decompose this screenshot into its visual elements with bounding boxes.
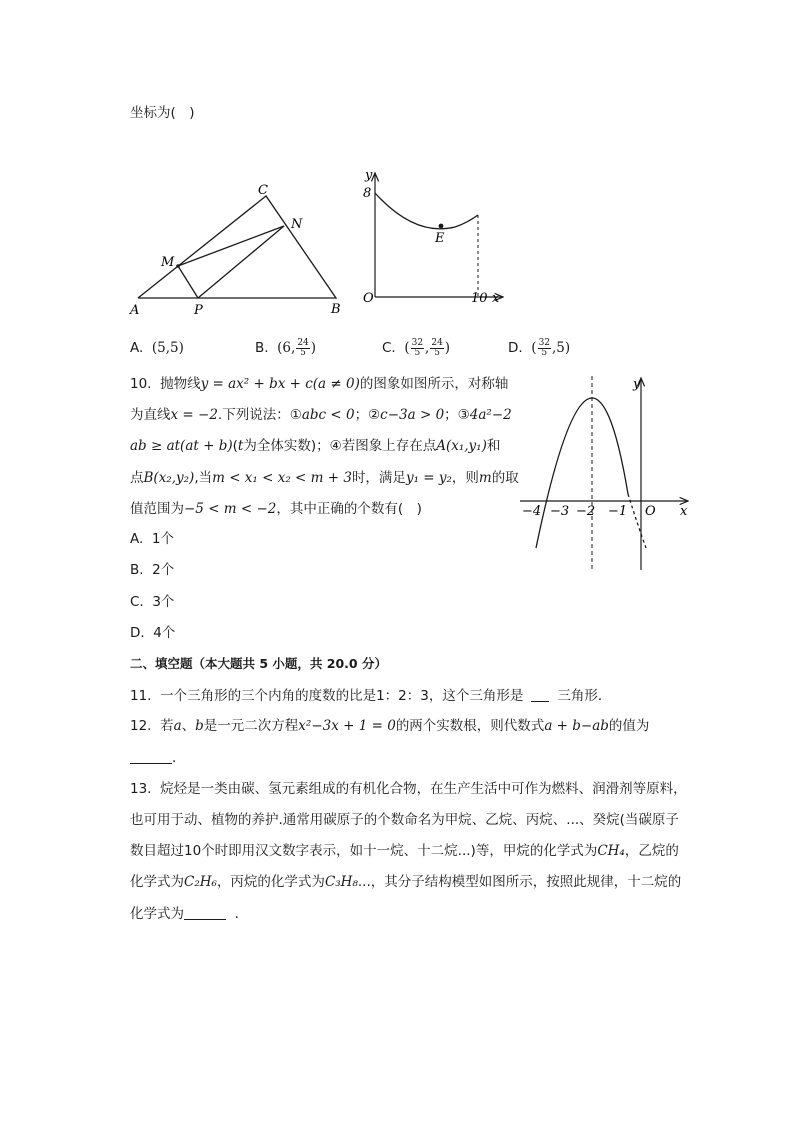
q10-line-4: 点B(x₂,y₂),当m < x₁ < x₂ < m + 3时，满足y₁ = y₂，则m的取	[130, 470, 519, 486]
option-suffix: ,5)	[552, 340, 571, 356]
answer-blank[interactable]	[531, 687, 549, 702]
math: y₁ = y₂	[405, 470, 452, 486]
option-prefix: (6,	[277, 340, 296, 356]
formula: C₃H₈	[324, 874, 358, 890]
q13-line-2: 也可用于动、植物的养护.通常用碳原子的个数命名为甲烷、乙烷、丙烷、...、癸烷(当碳原子	[130, 812, 679, 828]
parabola-dashed	[628, 494, 646, 548]
label-p: P	[194, 303, 203, 318]
q9-option-c[interactable]	[382, 338, 450, 358]
q9-option-b[interactable]	[255, 338, 316, 358]
q9-y-value: 8	[363, 186, 372, 201]
fraction: $\frac{24}{5}$	[431, 337, 443, 358]
q9-triangle-figure	[128, 180, 350, 318]
option-label: D.	[508, 340, 523, 356]
q13-line-1: 13. 烷烃是一类由碳、氢元素组成的有机化合物，在生产生活中可作为燃料、润滑剂等原料，	[130, 781, 687, 797]
q9-x-value: 10	[471, 291, 488, 306]
fraction: $\frac{32}{5}$	[538, 337, 551, 358]
q9-tail-text: 坐标为( )	[130, 105, 195, 121]
option-prefix: (	[404, 340, 410, 356]
q10-origin: O	[645, 504, 656, 519]
q10-line-2: 为直线x = −2.下列说法：①abc < 0；②c−3a > 0；③4a²−2	[130, 407, 512, 423]
q10-option-a[interactable]	[130, 529, 174, 549]
label-m: M	[161, 255, 175, 270]
segment-mn	[178, 226, 284, 266]
option-suffix: )	[310, 340, 317, 356]
q9-curve	[375, 193, 478, 229]
math: m	[478, 470, 492, 486]
q10-parabola-graph	[518, 368, 694, 574]
q11-line: 11. 一个三角形的三个内角的度数的比是1：2：3，这个三角形是 三角形．	[130, 688, 612, 704]
option-label: C.	[382, 340, 396, 356]
fraction: $\frac{32}{5}$	[411, 337, 424, 358]
label-b: B	[331, 302, 341, 317]
math: A(x₁,y₁)	[436, 438, 487, 454]
option-value: 2个	[152, 562, 175, 578]
tick-minus-4: −4	[522, 504, 542, 519]
parabola-solid	[536, 398, 628, 548]
question-number: 12.	[130, 718, 152, 734]
option-prefix: (	[531, 340, 537, 356]
q13-line-3: 数目超过10个时即用汉文数字表示，如十一烷、十二烷...)等，甲烷的化学式为CH₄，乙烷的	[130, 843, 679, 859]
label-a: A	[130, 303, 140, 318]
q13-line-5: 化学式为 ．	[130, 906, 249, 922]
question-number: 10.	[130, 376, 152, 392]
tick-minus-2: −2	[576, 504, 596, 519]
q12-line-2: ．	[130, 748, 186, 768]
point-e	[439, 224, 444, 229]
formula: CH₄	[597, 843, 625, 859]
math: abc < 0	[301, 407, 355, 423]
section-title: 二、填空题（本大题共 5 小题，共 20.0 分）	[130, 656, 387, 671]
option-value: (5,5)	[151, 340, 184, 356]
question-number: 13.	[130, 781, 152, 797]
q10-option-b[interactable]	[130, 560, 174, 580]
q10-line-1: 10. 抛物线y = ax² + bx + c(a ≠ 0)的图象如图所示，对称轴	[130, 376, 509, 392]
math: m < x₁ < x₂ < m + 3	[212, 470, 352, 486]
option-label: B.	[130, 562, 144, 578]
q10-line-3: ab ≥ at(at + b)(t为全体实数)；④若图象上存在点A(x₁,y₁)和	[130, 438, 501, 454]
option-label: C.	[130, 594, 144, 610]
q10-line-5: 值范围为−5 < m < −2，其中正确的个数有( )	[130, 501, 422, 517]
q9-option-d[interactable]	[508, 338, 570, 358]
option-label: A.	[130, 340, 144, 356]
option-value: 3个	[152, 594, 175, 610]
q13-line-4: 化学式为C₂H₆，丙烷的化学式为C₃H₈...，其分子结构模型如图所示，按照此规律，十二烷的	[130, 874, 682, 890]
tick-minus-1: −1	[608, 504, 628, 519]
triangle-abc	[138, 196, 336, 298]
q10-option-d[interactable]	[130, 623, 175, 643]
math: y = ax² + bx + c(a ≠ 0)	[200, 376, 360, 392]
q9-x-label: x	[492, 291, 500, 306]
math: −5 < m < −2	[184, 501, 277, 517]
question-number: 11.	[130, 688, 152, 704]
math: x²−3x + 1 = 0	[298, 718, 396, 734]
answer-blank[interactable]	[130, 749, 172, 764]
option-label: A.	[130, 531, 144, 547]
option-label: D.	[130, 625, 145, 641]
math: x = −2	[170, 407, 218, 423]
math: 4a²−2	[469, 407, 512, 423]
option-value: 4个	[153, 625, 176, 641]
label-c: C	[258, 183, 268, 198]
q12-line-1: 12. 若a、b是一元二次方程x²−3x + 1 = 0的两个实数根，则代数式a + b−ab的值为	[130, 718, 650, 734]
q9-point-label: E	[435, 231, 445, 246]
option-label: B.	[255, 340, 269, 356]
math: ab ≥ at(at + b)	[130, 438, 233, 454]
math: t	[237, 438, 244, 454]
label-n: N	[291, 217, 303, 232]
option-suffix: )	[444, 340, 451, 356]
option-value: 1个	[151, 531, 174, 547]
q9-option-a[interactable]	[130, 338, 184, 358]
formula: C₂H₆	[184, 874, 217, 890]
tick-minus-3: −3	[550, 504, 570, 519]
option-separator: ,	[425, 340, 430, 356]
math: B(x₂,y₂)	[143, 470, 195, 486]
math: c−3a > 0	[380, 407, 445, 423]
q9-origin: O	[363, 291, 374, 306]
segment-pn	[198, 226, 284, 298]
fraction: $\frac{24}{5}$	[297, 337, 309, 358]
q10-option-c[interactable]	[130, 592, 174, 612]
q9-function-graph	[355, 165, 510, 310]
answer-blank[interactable]	[184, 905, 226, 920]
segment-mp	[178, 266, 198, 298]
q10-y-label: y	[633, 377, 641, 392]
q9-y-label: y	[365, 168, 373, 183]
math: a + b−ab	[544, 718, 609, 734]
q10-x-label: x	[680, 504, 688, 519]
